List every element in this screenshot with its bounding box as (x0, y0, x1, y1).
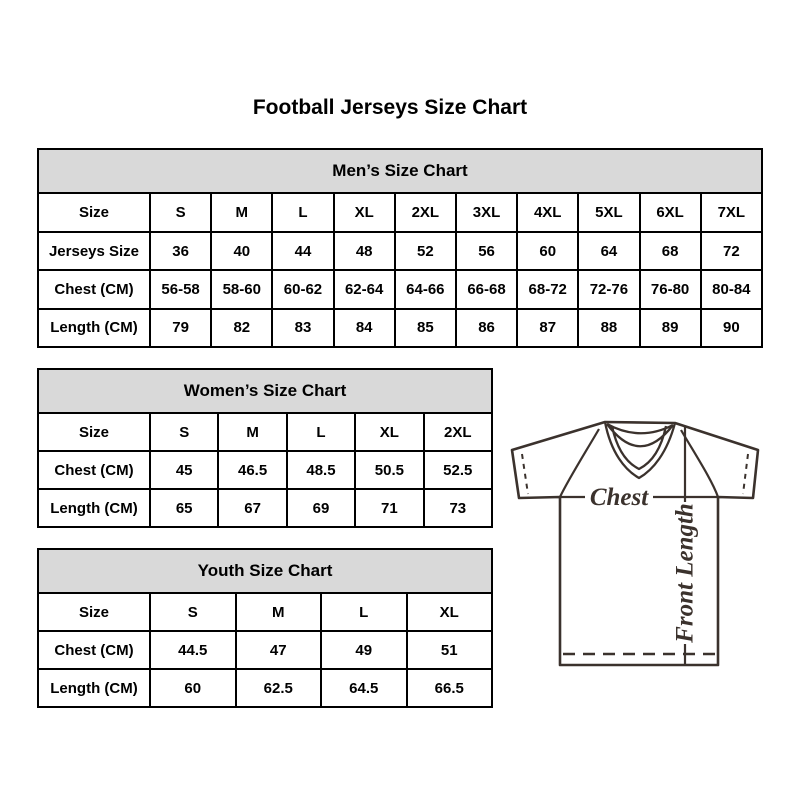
size-value-cell: 73 (424, 489, 492, 527)
size-value-cell: 69 (287, 489, 355, 527)
size-value-cell: 44.5 (150, 631, 236, 669)
size-value-cell: 72 (701, 232, 762, 270)
size-value-cell: 52.5 (424, 451, 492, 489)
size-value-cell: 85 (395, 309, 456, 347)
right-sleeve-stitch-line (743, 454, 748, 494)
size-value-cell: 50.5 (355, 451, 423, 489)
size-value-cell: 89 (640, 309, 701, 347)
size-value-cell: 56 (456, 232, 517, 270)
size-value-cell: 62-64 (334, 270, 395, 308)
size-value-cell: 79 (150, 309, 211, 347)
size-value-cell: 44 (272, 232, 333, 270)
size-value-cell: S (150, 193, 211, 231)
size-value-cell: 64-66 (395, 270, 456, 308)
size-value-cell: 5XL (578, 193, 639, 231)
size-value-cell: S (150, 593, 236, 631)
left-sleeve-stitch-line (522, 454, 528, 494)
row-label: Chest (CM) (38, 451, 150, 489)
row-label: Size (38, 413, 150, 451)
size-value-cell: 2XL (424, 413, 492, 451)
size-value-cell: 88 (578, 309, 639, 347)
size-value-cell: M (218, 413, 286, 451)
size-value-cell: 60 (150, 669, 236, 707)
size-value-cell: L (321, 593, 407, 631)
size-value-cell: 60-62 (272, 270, 333, 308)
row-label: Jerseys Size (38, 232, 150, 270)
size-value-cell: 80-84 (701, 270, 762, 308)
size-value-cell: 64.5 (321, 669, 407, 707)
size-value-cell: 65 (150, 489, 218, 527)
row-label: Length (CM) (38, 309, 150, 347)
size-value-cell: XL (355, 413, 423, 451)
size-value-cell: 36 (150, 232, 211, 270)
jersey-vneck-collar (605, 422, 675, 478)
size-value-cell: 76-80 (640, 270, 701, 308)
size-value-cell: 56-58 (150, 270, 211, 308)
size-value-cell: M (211, 193, 272, 231)
jersey-measurement-diagram (495, 398, 780, 688)
row-label: Size (38, 593, 150, 631)
row-label: Size (38, 193, 150, 231)
size-value-cell: 71 (355, 489, 423, 527)
size-value-cell: M (236, 593, 322, 631)
size-value-cell: 87 (517, 309, 578, 347)
size-value-cell: 84 (334, 309, 395, 347)
front-length-label: Front Length (671, 503, 699, 643)
size-value-cell: 4XL (517, 193, 578, 231)
size-value-cell: 62.5 (236, 669, 322, 707)
size-value-cell: S (150, 413, 218, 451)
size-value-cell: 66-68 (456, 270, 517, 308)
chest-label: Chest (589, 484, 649, 511)
size-value-cell: 2XL (395, 193, 456, 231)
size-value-cell: 90 (701, 309, 762, 347)
mens-size-table (37, 148, 763, 348)
size-value-cell: 51 (407, 631, 493, 669)
size-value-cell: 48 (334, 232, 395, 270)
womens-size-table (37, 368, 493, 528)
row-label: Chest (CM) (38, 631, 150, 669)
size-value-cell: 46.5 (218, 451, 286, 489)
table-title: Youth Size Chart (38, 549, 492, 593)
size-value-cell: 49 (321, 631, 407, 669)
size-value-cell: 82 (211, 309, 272, 347)
size-value-cell: 7XL (701, 193, 762, 231)
size-value-cell: 67 (218, 489, 286, 527)
size-value-cell: L (287, 413, 355, 451)
jersey-outline-icon (512, 422, 758, 665)
page-title: Football Jerseys Size Chart (252, 96, 528, 119)
size-value-cell: 52 (395, 232, 456, 270)
table-title: Women’s Size Chart (38, 369, 492, 413)
youth-size-table (37, 548, 493, 708)
size-value-cell: 83 (272, 309, 333, 347)
size-value-cell: XL (334, 193, 395, 231)
size-value-cell: 64 (578, 232, 639, 270)
row-label: Length (CM) (38, 489, 150, 527)
size-value-cell: 6XL (640, 193, 701, 231)
size-value-cell: 47 (236, 631, 322, 669)
size-value-cell: 58-60 (211, 270, 272, 308)
size-value-cell: 86 (456, 309, 517, 347)
size-value-cell: XL (407, 593, 493, 631)
size-value-cell: 68 (640, 232, 701, 270)
size-value-cell: 45 (150, 451, 218, 489)
table-title: Men’s Size Chart (38, 149, 762, 193)
size-value-cell: 40 (211, 232, 272, 270)
size-value-cell: 3XL (456, 193, 517, 231)
size-value-cell: 66.5 (407, 669, 493, 707)
size-value-cell: 68-72 (517, 270, 578, 308)
row-label: Length (CM) (38, 669, 150, 707)
size-value-cell: 60 (517, 232, 578, 270)
size-value-cell: 48.5 (287, 451, 355, 489)
size-value-cell: L (272, 193, 333, 231)
size-value-cell: 72-76 (578, 270, 639, 308)
row-label: Chest (CM) (38, 270, 150, 308)
